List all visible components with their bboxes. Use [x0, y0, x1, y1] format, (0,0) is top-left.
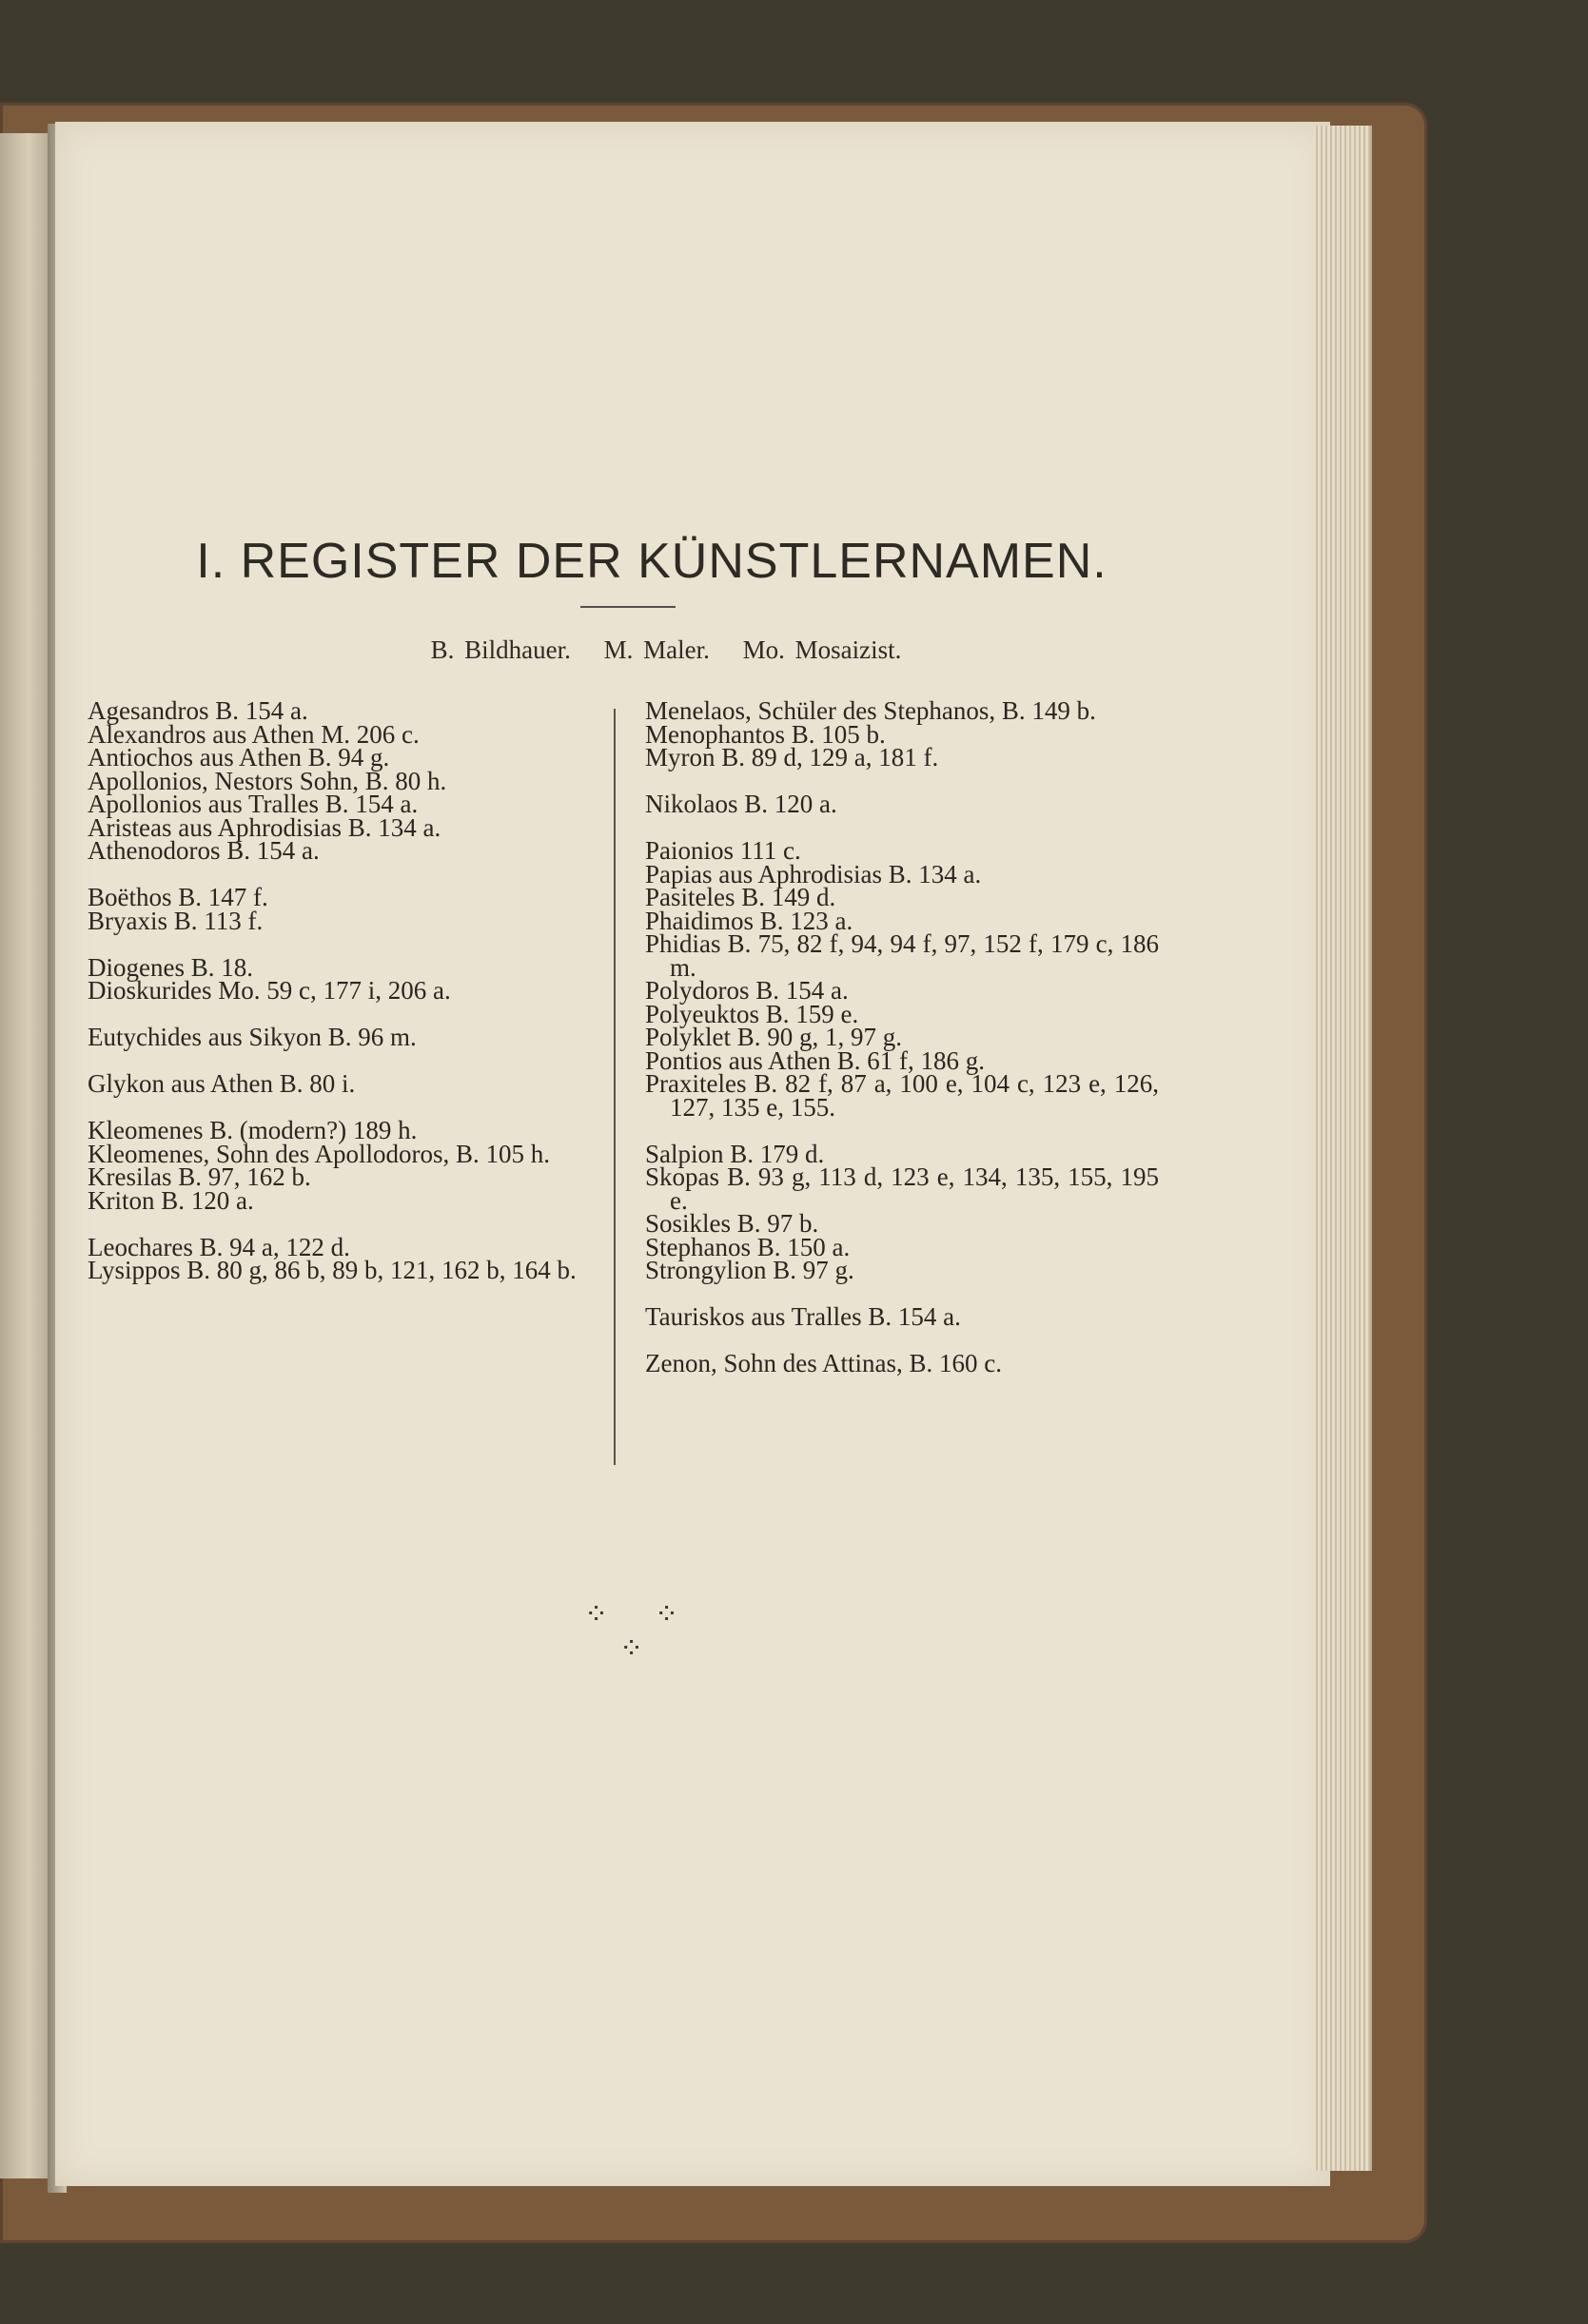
register-entry: Kriton B. 120 a.	[88, 1185, 254, 1215]
register-entry: Praxiteles B. 82 f, 87 a, 100 e, 104 c, 123 e, 126, 127, 135 e, 155.	[645, 1069, 1159, 1122]
legend-mosaicist: Mo. Mosaizist.	[742, 635, 902, 664]
register-entry: Apollonios aus Tralles B. 154 a.	[88, 790, 419, 818]
letter-group	[88, 952, 592, 1005]
register-entry: Polydoros B. 154 a.	[645, 976, 849, 1005]
register-entry: Polyklet B. 90 g, 1, 97 g.	[645, 1023, 903, 1051]
letter-group	[645, 1302, 1159, 1331]
register-entry: Phaidimos B. 123 a.	[645, 906, 853, 935]
abbreviation-legend	[0, 635, 1332, 665]
ornament-right: ⁘	[655, 1598, 679, 1631]
register-entry: Bryaxis B. 113 f.	[88, 906, 264, 935]
register-entry: Kleomenes B. (modern?) 189 h.	[88, 1116, 418, 1144]
register-entry: Myron B. 89 d, 129 a, 181 f.	[645, 743, 939, 771]
register-entry: Kresilas B. 97, 162 b.	[88, 1162, 311, 1191]
register-entry: Eutychides aus Sikyon B. 96 m.	[88, 1023, 417, 1051]
register-entry: Tauriskos aus Tralles B. 154 a.	[645, 1302, 961, 1331]
page-title: I. REGISTER DER KÜNSTLERNAMEN.	[196, 534, 1108, 589]
register-entry: Pontios aus Athen B. 61 f, 186 g.	[645, 1045, 986, 1075]
letter-group	[88, 1069, 592, 1098]
page-stack-edge	[1313, 126, 1372, 2171]
register-entry: Stephanos B. 150 a.	[645, 1232, 851, 1261]
register-entry: Apollonios, Nestors Sohn, B. 80 h.	[88, 766, 447, 795]
letter-group	[645, 696, 1159, 771]
register-entry: Zenon, Sohn des Attinas, B. 160 c.	[645, 1349, 1002, 1377]
letter-group	[88, 696, 592, 865]
left-page-edge	[0, 133, 48, 2178]
register-right-column	[645, 696, 1159, 1398]
register-left-column	[88, 696, 592, 1305]
legend-painter: M. Maler.	[603, 635, 710, 664]
register-entry: Papias aus Aphrodisias B. 134 a.	[645, 859, 982, 889]
register-entry: Glykon aus Athen B. 80 i.	[88, 1069, 356, 1098]
letter-group	[645, 792, 1159, 816]
register-entry: Strongylion B. 97 g.	[645, 1256, 854, 1284]
register-entry: Antiochos aus Athen B. 94 g.	[88, 743, 390, 771]
register-entry: Alexandros aus Athen M. 206 c.	[88, 719, 420, 749]
register-entry: Polyeuktos B. 159 e.	[645, 999, 859, 1028]
letter-group	[88, 1025, 592, 1049]
register-entry: Lysippos B. 80 g, 86 b, 89 b, 121, 162 b, 164 b.	[88, 1256, 577, 1284]
register-entry: Boëthos B. 147 f.	[88, 883, 268, 911]
register-entry: Menophantos B. 105 b.	[645, 719, 886, 749]
letter-group	[645, 1139, 1159, 1284]
register-entry: Leochares B. 94 a, 122 d.	[88, 1232, 350, 1261]
register-entry: Athenodoros B. 154 a.	[88, 836, 320, 865]
letter-group	[645, 836, 1159, 1122]
ornament-left: ⁘	[584, 1598, 609, 1631]
letter-group	[88, 1232, 592, 1284]
register-entry: Menelaos, Schüler des Stephanos, B. 149 b.	[645, 696, 1096, 725]
register-entry: Agesandros B. 154 a.	[88, 696, 308, 725]
letter-group	[88, 883, 592, 935]
letter-group	[88, 1116, 592, 1215]
register-entry: Salpion B. 179 d.	[645, 1139, 825, 1168]
register-entry: Nikolaos B. 120 a.	[645, 790, 837, 818]
ornament-center: ⁘	[619, 1632, 644, 1666]
register-entry: Pasiteles B. 149 d.	[645, 883, 836, 911]
register-entry: Dioskurides Mo. 59 c, 177 i, 206 a.	[88, 976, 451, 1005]
register-entry: Kleomenes, Sohn des Apollodoros, B. 105 h.	[88, 1139, 550, 1168]
register-entry: Sosikles B. 97 b.	[645, 1209, 819, 1238]
register-entry: Aristeas aus Aphrodisias B. 134 a.	[88, 812, 441, 842]
title-rule	[580, 606, 676, 608]
column-divider	[614, 709, 616, 1465]
register-entry: Phidias B. 75, 82 f, 94, 94 f, 97, 152 f, 179 c, 186 m.	[645, 929, 1159, 982]
register-entry: Diogenes B. 18.	[88, 952, 253, 982]
register-entry: Paionios 111 c.	[645, 836, 801, 865]
letter-group	[645, 1349, 1159, 1377]
register-entry: Skopas B. 93 g, 113 d, 123 e, 134, 135, 155, 195 e.	[645, 1162, 1159, 1215]
legend-sculptor: B. Bildhauer.	[430, 635, 571, 664]
